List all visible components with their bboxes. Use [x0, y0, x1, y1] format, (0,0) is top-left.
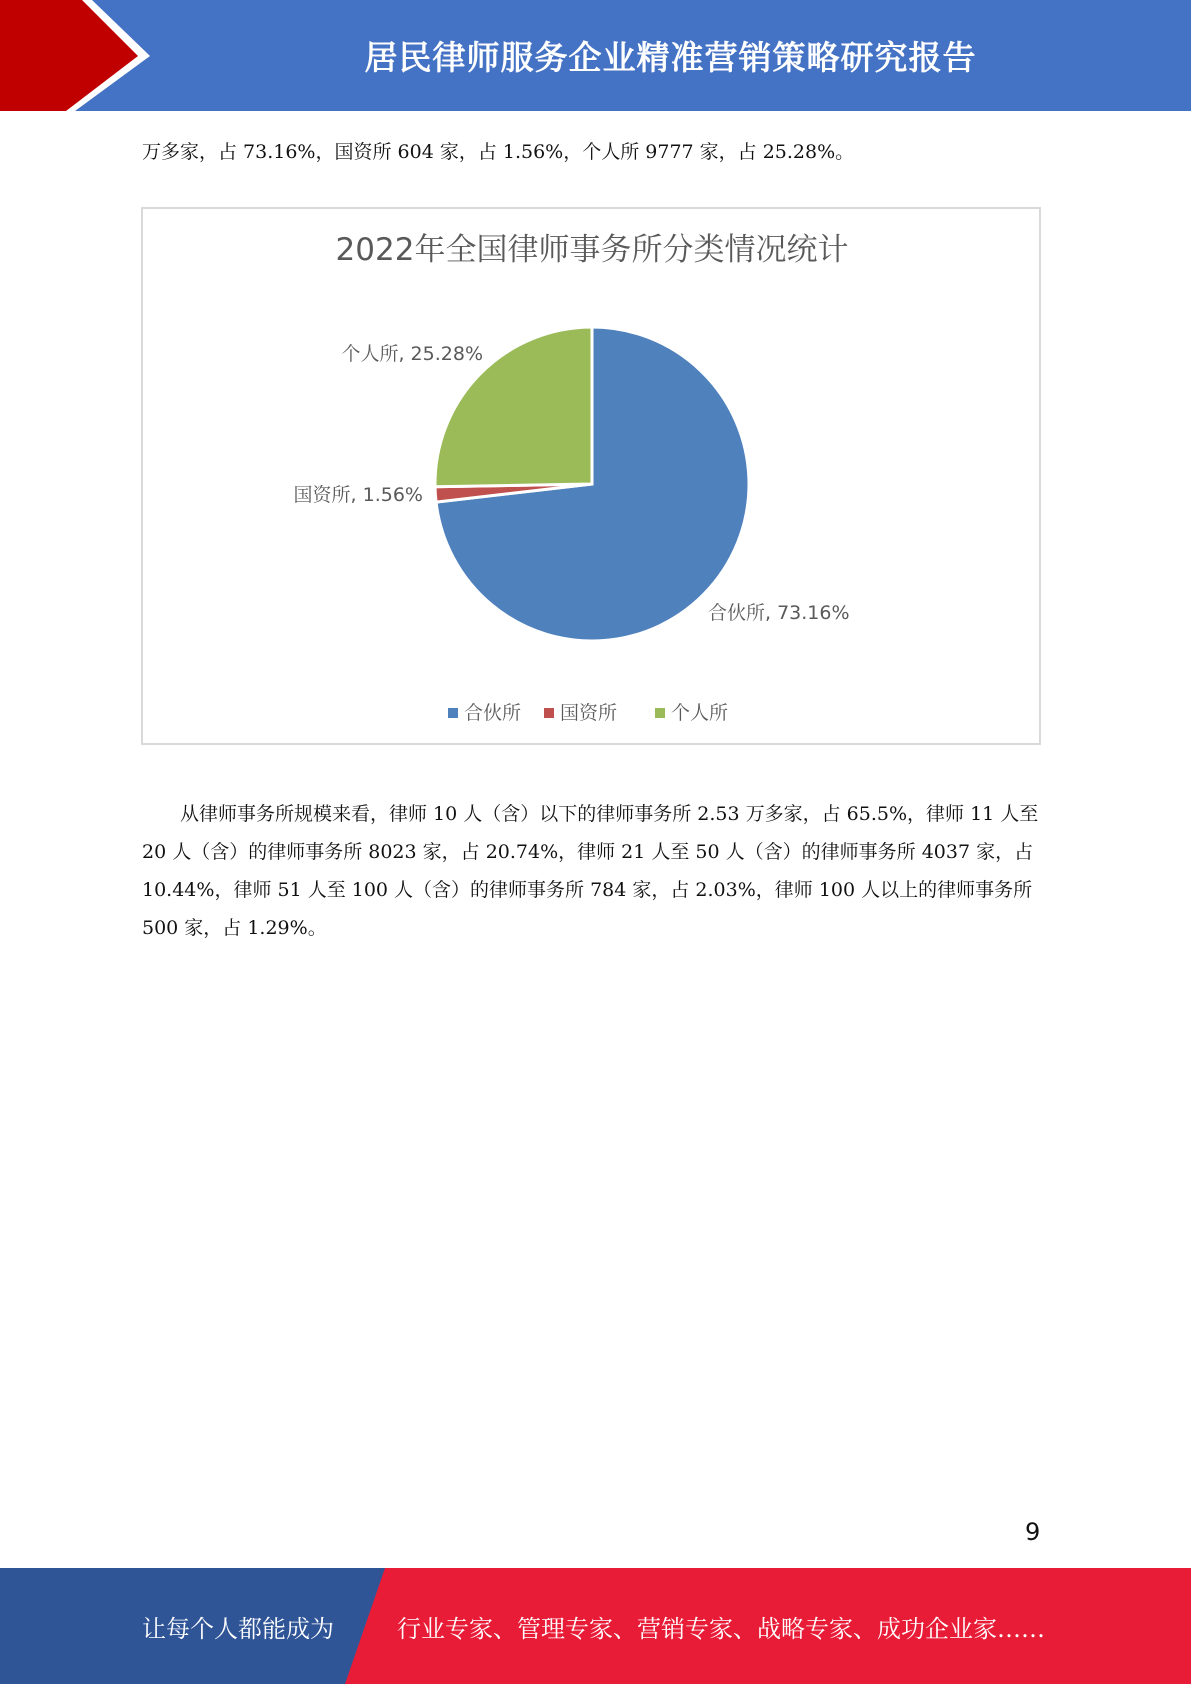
slice-label-2: 国资所, 1.56%: [293, 484, 423, 506]
chart-title: 2022年全国律师事务所分类情况统计: [335, 232, 849, 268]
page-number: 9: [1025, 1518, 1041, 1546]
legend-label-1: 合伙所: [464, 702, 522, 724]
legend-label-3: 个人所: [671, 702, 729, 724]
legend-label-2: 国资所: [560, 702, 618, 724]
report-title: 居民律师服务企业精准营销策略研究报告: [364, 38, 977, 77]
body-paragraph-2: 从律师事务所规模来看，律师 10 人（含）以下的律师事务所 2.53 万多家，占 65.5%，律师 11 人至 20 人（含）的律师事务所 8023 家，占 20.74%，律师 21 人至 50 人（含）的律师事务所 4037 家，占 10.44%，律师 51 人至 100 人（含）的律师事务所 784 家，占 2.03%，律师 100 人以上的律师事务所 500 家，占 1.29%。: [142, 803, 1039, 939]
slice-label-1: 合伙所, 73.16%: [708, 602, 850, 624]
pie-chart-frame: [141, 207, 1041, 745]
page-footer: [0, 1568, 1191, 1684]
slice-label-3: 个人所, 25.28%: [341, 343, 483, 365]
legend-marker-1: [448, 708, 458, 718]
pie-chart: [143, 209, 1041, 745]
footer-slogan-left: 让每个人都能成为: [142, 1614, 334, 1643]
legend-marker-3: [655, 708, 665, 718]
page-header: [0, 0, 1191, 111]
body-paragraph-1: 万多家，占 73.16%，国资所 604 家，占 1.56%，个人所 9777 家，占 25.28%。: [142, 141, 855, 163]
footer-slogan-right: 行业专家、管理专家、营销专家、战略专家、成功企业家……: [397, 1614, 1045, 1643]
legend-marker-2: [544, 708, 554, 718]
